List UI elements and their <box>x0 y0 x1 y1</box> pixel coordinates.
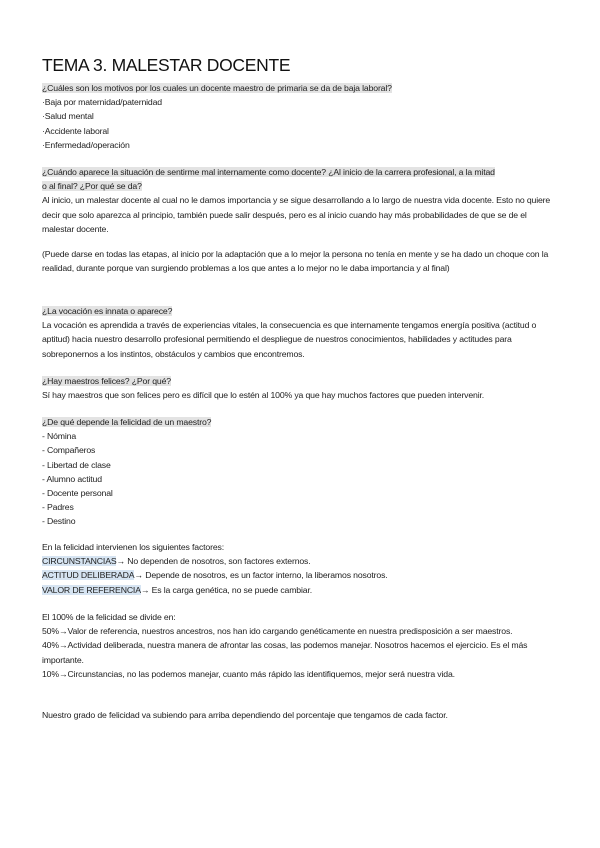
section-maestros-felices <box>42 374 558 402</box>
section-malestar-inicio <box>42 165 558 275</box>
section-vocacion <box>42 304 558 361</box>
answer-paragraph: Sí hay maestros que son felices pero es difícil que lo estén al 100% ya que hay muchos factores que pueden intervenir. <box>42 390 485 401</box>
section-porcentajes <box>42 610 558 681</box>
section-grado-felicidad <box>42 708 558 722</box>
page-title: TEMA 3. MALESTAR DOCENTE <box>42 55 291 75</box>
list-item: ·Salud mental <box>42 111 94 122</box>
factor-text-valor: → Es la carga genética, no se puede cambiar. <box>140 584 312 595</box>
list-item: ·Baja por maternidad/paternidad <box>42 97 162 108</box>
question-malestar-line-1: ¿Cuándo aparece la situación de sentirme mal internamente como docente? ¿Al inicio de la carrera profesional, a la mitad <box>42 167 495 177</box>
question-felicidad-depende: ¿De qué depende la felicidad de un maestro? <box>42 417 212 427</box>
answer-paragraph-note: (Puede darse en todas las etapas, al inicio por la adaptación que a lo mejor la persona no tenía en mente y se ha dado un choque con la realidad, durante porque van surgiendo problemas a los que antes a lo mejor no le daba importancia y al final) <box>42 249 549 274</box>
closing-paragraph: Nuestro grado de felicidad va subiendo para arriba dependiendo del porcentaje que tengamos de cada factor. <box>42 710 448 720</box>
porcentaje-40: 40%→Actividad deliberada, nuestra manera de afrontar las cosas, las podemos manejar. Nosotros hacemos el ejercicio. Es el más importante. <box>42 640 528 665</box>
porcentaje-50: 50%→Valor de referencia, nuestros ancestros, nos han ido cargando genéticamente en nuestra predisposición a ser maestros. <box>42 626 513 637</box>
list-item: - Alumno actitud <box>42 473 102 484</box>
factor-text-actitud: → Depende de nosotros, es un factor interno, la liberamos nosotros. <box>134 570 388 581</box>
porcentaje-10: 10%→Circunstancias, no las podemos manejar, cuanto más rápido las identifiquemos, mejor será nuestra vida. <box>42 668 455 679</box>
question-vocacion: ¿La vocación es innata o aparece? <box>42 306 173 316</box>
list-item: - Nómina <box>42 431 77 442</box>
list-item: - Destino <box>42 516 76 527</box>
list-item: - Docente personal <box>42 488 113 499</box>
question-baja-laboral: ¿Cuáles son los motivos por los cuales un docente maestro de primaria se da de baja laboral? <box>42 83 392 93</box>
factor-label-valor: VALOR DE REFERENCIA <box>42 584 141 595</box>
question-malestar-line-2: o al final? ¿Por qué se da? <box>42 181 142 192</box>
list-item: - Compañeros <box>42 445 96 456</box>
section-baja-laboral <box>42 81 558 152</box>
list-item: ·Accidente laboral <box>42 125 109 136</box>
factores-intro: En la felicidad intervienen los siguientes factores: <box>42 542 224 552</box>
section-felicidad-depende <box>42 415 558 529</box>
factor-label-actitud: ACTITUD DELIBERADA <box>42 570 135 581</box>
factor-text-circunstancias: → No dependen de nosotros, son factores externos. <box>116 556 311 567</box>
list-item: - Padres <box>42 502 74 513</box>
list-item: - Libertad de clase <box>42 459 111 470</box>
answer-paragraph: Al inicio, un malestar docente al cual no le damos importancia y se sigue desarrollando a lo largo de nuestra vida docente. Esto no quiere decir que solo aparezca al principio, también puede salir después, pero es al inicio cuando hay más probabilidades de que se de el malestar docente. <box>42 195 551 234</box>
porcentajes-intro: El 100% de la felicidad se divide en: <box>42 612 176 622</box>
answer-paragraph: La vocación es aprendida a través de experiencias vitales, la consecuencia es que internamente tengamos energía positiva (actitud o aptitud) hacia nuestro desarrollo profesional permitiendo el despliegue de nuestros conocimientos, habilidades y actitudes para sobreponernos a los instintos, obstáculos y cambios que encontremos. <box>42 320 537 359</box>
section-factores <box>42 540 558 597</box>
question-maestros-felices: ¿Hay maestros felices? ¿Por qué? <box>42 376 171 386</box>
factor-label-circunstancias: CIRCUNSTANCIAS <box>42 556 117 567</box>
list-item: ·Enfermedad/operación <box>42 139 130 150</box>
